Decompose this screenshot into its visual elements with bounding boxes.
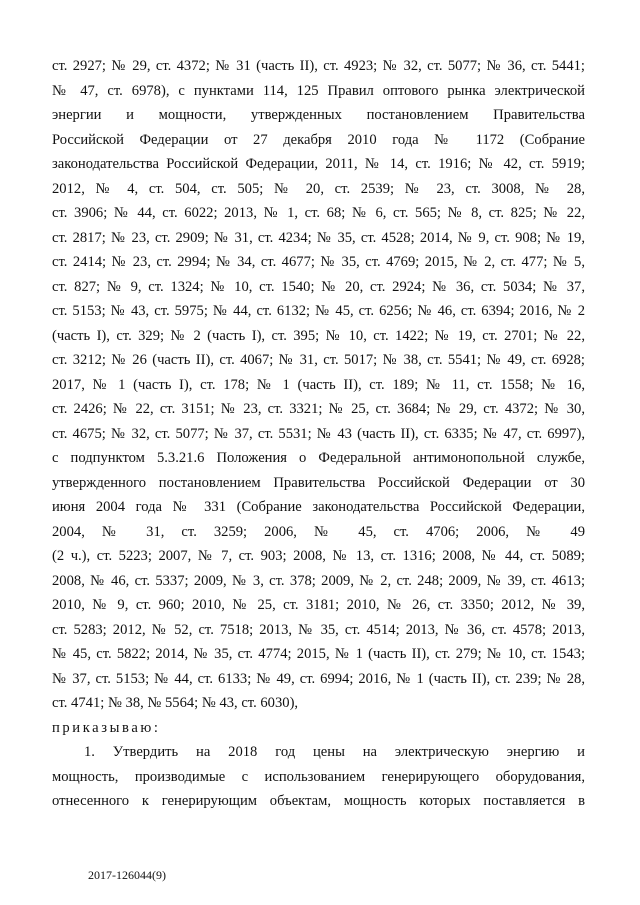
text-line: ст. 4675; № 32, ст. 5077; № 37, ст. 5531; № 43 (часть II), ст. 6335; № 47, ст. 6997),: [52, 425, 585, 442]
text-line: 2008, № 46, ст. 5337; 2009, № 3, ст. 378; 2009, № 2, ст. 248; 2009, № 39, ст. 4613;: [52, 572, 585, 589]
text-line: июня 2004 года № 331 (Собрание законодательства Российской Федерации,: [52, 499, 585, 515]
text-line: ст. 5153; № 43, ст. 5975; № 44, ст. 6132; № 45, ст. 6256; № 46, ст. 6394; 2016, № 2: [52, 303, 585, 319]
text-line: законодательства Российской Федерации, 2011, № 14, ст. 1916; № 42, ст. 5919;: [52, 156, 585, 172]
text-line: ст. 2426; № 22, ст. 3151; № 23, ст. 3321; № 25, ст. 3684; № 29, ст. 4372; № 30,: [52, 401, 585, 417]
text-line: ст. 2927; № 29, ст. 4372; № 31 (часть II), ст. 4923; № 32, ст. 5077; № 36, ст. 5441;: [52, 58, 585, 74]
clause-1-start: 1. Утвердить на 2018 год цены на электрическую энергию и: [84, 744, 585, 760]
text-line: отнесенного к генерирующим объектам, мощность которых поставляется в: [52, 793, 585, 809]
text-line: (часть I), ст. 329; № 2 (часть I), ст. 395; № 10, ст. 1422; № 19, ст. 2701; № 22,: [52, 327, 585, 344]
text-line: утвержденного постановлением Правительства Российской Федерации от 30: [52, 474, 585, 491]
text-line: (2 ч.), ст. 5223; 2007, № 7, ст. 903; 2008, № 13, ст. 1316; 2008, № 44, ст. 5089;: [52, 548, 585, 564]
text-line: ст. 5283; 2012, № 52, ст. 7518; 2013, № 35, ст. 4514; 2013, № 36, ст. 4578; 2013,: [52, 621, 585, 638]
document-body: [52, 54, 585, 814]
text-line: Российской Федерации от 27 декабря 2010 года № 1172 (Собрание: [52, 131, 585, 148]
text-line: ст. 3212; № 26 (часть II), ст. 4067; № 31, ст. 5017; № 38, ст. 5541; № 49, ст. 6928;: [52, 352, 585, 368]
text-line: ст. 2817; № 23, ст. 2909; № 31, ст. 4234; № 35, ст. 4528; 2014, № 9, ст. 908; № 19,: [52, 229, 585, 246]
text-line: № 45, ст. 5822; 2014, № 35, ст. 4774; 2015, № 1 (часть II), ст. 279; № 10, ст. 1543;: [52, 646, 585, 662]
text-line: 2004, № 31, ст. 3259; 2006, № 45, ст. 4706; 2006, № 49: [52, 523, 585, 540]
text-line: мощность, производимые с использованием генерирующего оборудования,: [52, 768, 585, 785]
text-line: № 47, ст. 6978), с пунктами 114, 125 Правил оптового рынка электрической: [52, 82, 585, 99]
text-line: 2017, № 1 (часть I), ст. 178; № 1 (часть II), ст. 189; № 11, ст. 1558; № 16,: [52, 376, 585, 393]
text-line: с подпунктом 5.3.21.6 Положения о Федеральной антимонопольной службе,: [52, 450, 585, 466]
text-line: ст. 2414; № 23, ст. 2994; № 34, ст. 4677; № 35, ст. 4769; 2015, № 2, ст. 477; № 5,: [52, 254, 585, 270]
text-line: ст. 4741; № 38, № 5564; № 43, ст. 6030),: [52, 695, 299, 711]
text-line: ст. 3906; № 44, ст. 6022; 2013, № 1, ст. 68; № 6, ст. 565; № 8, ст. 825; № 22,: [52, 205, 585, 221]
text-line: ст. 827; № 9, ст. 1324; № 10, ст. 1540; № 20, ст. 2924; № 36, ст. 5034; № 37,: [52, 278, 585, 295]
document-registration-code: 2017-126044(9): [88, 868, 166, 882]
text-line: 2012, № 4, ст. 504, ст. 505; № 20, ст. 2539; № 23, ст. 3008, № 28,: [52, 180, 585, 197]
text-line: энергии и мощности, утвержденных постановлением Правительства: [52, 107, 585, 123]
text-line: 2010, № 9, ст. 960; 2010, № 25, ст. 3181; 2010, № 26, ст. 3350; 2012, № 39,: [52, 597, 585, 613]
order-keyword: приказываю:: [52, 719, 161, 736]
text-line: № 37, ст. 5153; № 44, ст. 6133; № 49, ст. 6994; 2016, № 1 (часть II), ст. 239; № 28,: [52, 670, 585, 687]
